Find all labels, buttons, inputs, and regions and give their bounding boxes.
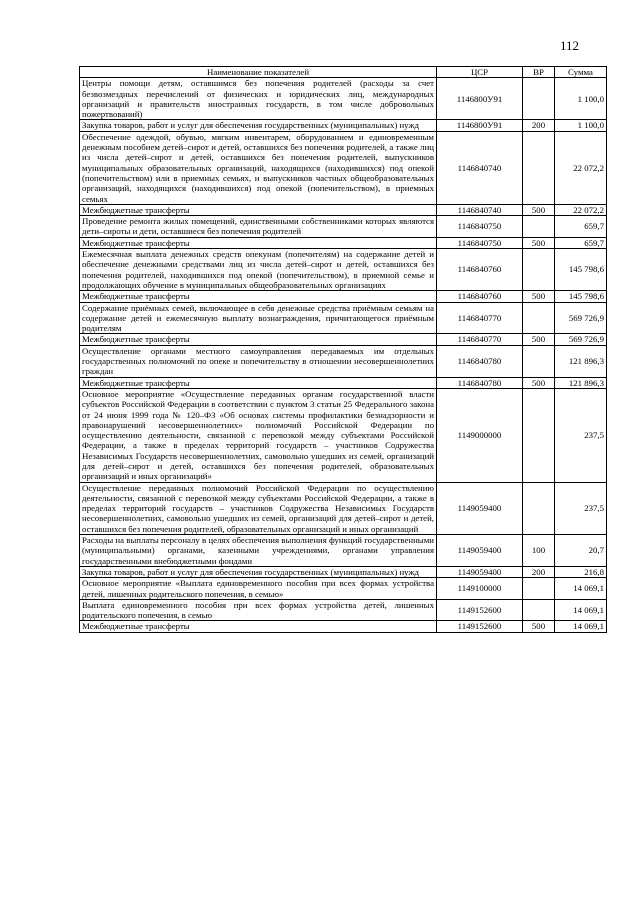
row-sum: 145 798,6 — [555, 249, 607, 291]
table-row — [80, 566, 607, 577]
table-row — [80, 78, 607, 120]
row-sum: 22 072,2 — [555, 131, 607, 204]
row-name: Осуществление переданных полномочий Российской Федерации по осуществлению деятельности, связанной с перевозкой между субъектами Российской Федерации, а также в пределах территорий государств – участников Содружества Независимых Государств несовершеннолетних, самовольно ушедших из семей, организаций для детей–сирот и детей, оставшихся без попечения родителей, образовательных организаций и иных организаций — [80, 482, 437, 534]
header-vr: ВР — [523, 67, 555, 78]
row-csr: 1149059400 — [437, 535, 523, 567]
row-sum: 569 726,9 — [555, 334, 607, 345]
table-header-row — [80, 67, 607, 78]
row-sum: 237,5 — [555, 482, 607, 534]
table-row — [80, 291, 607, 302]
row-csr: 1149000000 — [437, 388, 523, 482]
row-vr: 200 — [523, 566, 555, 577]
row-vr — [523, 302, 555, 334]
row-vr — [523, 599, 555, 621]
table-row — [80, 578, 607, 600]
table-row — [80, 237, 607, 248]
row-vr: 500 — [523, 621, 555, 632]
row-vr — [523, 388, 555, 482]
table-row — [80, 216, 607, 238]
row-sum: 659,7 — [555, 216, 607, 238]
row-sum: 569 726,9 — [555, 302, 607, 334]
row-csr: 1146840740 — [437, 131, 523, 204]
table-row — [80, 535, 607, 567]
row-name: Межбюджетные трансферты — [80, 291, 437, 302]
row-csr: 1149152600 — [437, 599, 523, 621]
row-name: Центры помощи детям, оставшимся без попечения родителей (расходы за счет безвозмездных перечислений от физических и юридических лиц, международных организаций и правительств иностранных государств, в том числе добровольных пожертвований) — [80, 78, 437, 120]
row-sum: 22 072,2 — [555, 204, 607, 215]
row-csr: 1149059400 — [437, 566, 523, 577]
row-sum: 14 069,1 — [555, 621, 607, 632]
header-name: Наименование показателей — [80, 67, 437, 78]
row-sum: 1 100,0 — [555, 78, 607, 120]
row-vr — [523, 482, 555, 534]
row-name: Содержание приёмных семей, включающее в себя денежные средства приёмным семьям на содержание детей и ежемесячную выплату вознаграждения, причитающегося приёмным родителям — [80, 302, 437, 334]
row-name: Закупка товаров, работ и услуг для обеспечения государственных (муниципальных) нужд — [80, 566, 437, 577]
row-name: Расходы на выплаты персоналу в целях обеспечения выполнения функций государственными (муниципальными) органами, казенными учреждениями, органами управления государственными внебюджетными фондами — [80, 535, 437, 567]
row-csr: 1146800У91 — [437, 120, 523, 131]
row-sum: 659,7 — [555, 237, 607, 248]
table-row — [80, 388, 607, 482]
row-sum: 121 896,3 — [555, 377, 607, 388]
row-vr — [523, 345, 555, 377]
row-name: Межбюджетные трансферты — [80, 237, 437, 248]
row-name: Закупка товаров, работ и услуг для обеспечения государственных (муниципальных) нужд — [80, 120, 437, 131]
row-vr — [523, 249, 555, 291]
row-sum: 145 798,6 — [555, 291, 607, 302]
table-row — [80, 345, 607, 377]
row-sum: 20,7 — [555, 535, 607, 567]
budget-table — [79, 66, 607, 633]
table-row — [80, 120, 607, 131]
row-csr: 1149100000 — [437, 578, 523, 600]
row-vr — [523, 578, 555, 600]
row-csr: 1146800У91 — [437, 78, 523, 120]
row-sum: 1 100,0 — [555, 120, 607, 131]
row-vr: 500 — [523, 291, 555, 302]
row-csr: 1146840740 — [437, 204, 523, 215]
header-csr: ЦСР — [437, 67, 523, 78]
row-name: Осуществление органами местного самоуправления передаваемых им отдельных государственных полномочий по опеке и попечительству в отношении несовершеннолетних граждан — [80, 345, 437, 377]
table-row — [80, 482, 607, 534]
row-csr: 1149152600 — [437, 621, 523, 632]
row-name: Выплата единовременного пособия при всех формах устройства детей, лишенных родительского попечения, в семью — [80, 599, 437, 621]
row-csr: 1146840760 — [437, 291, 523, 302]
row-name: Основное мероприятие «Осуществление переданных органам государственной власти субъектов Российской Федерации в соответствии с пунктом 3 статьи 25 Федерального закона от 24 июня 1999 года № 120–ФЗ «Об основах системы профилактики безнадзорности и правонарушений несовершеннолетних» полномочий Российской Федерации по осуществлению деятельности, связанной с перевозкой между субъектами Российской Федерации, а также в пределах территорий государств – участников Содружества Независимых Государств несовершеннолетних, самовольно ушедших из семей, организаций для детей–сирот и детей, оставшихся без попечения родителей, образовательных организаций и иных организаций» — [80, 388, 437, 482]
row-name: Проведение ремонта жилых помещений, единственными собственниками которых являются дети–сироты и дети, оставшиеся без попечения родителей — [80, 216, 437, 238]
table-row — [80, 334, 607, 345]
row-vr — [523, 131, 555, 204]
row-name: Обеспечение одеждой, обувью, мягким инвентарем, оборудованием и единовременным денежным пособием детей–сирот и детей, оставшихся без попечения родителей, а также лиц из числа детей–сирот и детей, оставшихся без попечения родителей, выпускников муниципальных образовательных организаций, находящихся (находившихся) под опекой (попечительством) или в приемных семьях, и выпускников частных общеобразовательных организаций, находящихся (находившихся) под опекой (попечительством), в приемных семьях — [80, 131, 437, 204]
row-csr: 1146840780 — [437, 377, 523, 388]
row-name: Межбюджетные трансферты — [80, 377, 437, 388]
row-sum: 14 069,1 — [555, 599, 607, 621]
row-vr: 500 — [523, 377, 555, 388]
row-csr: 1149059400 — [437, 482, 523, 534]
row-sum: 237,5 — [555, 388, 607, 482]
row-name: Ежемесячная выплата денежных средств опекунам (попечителям) на содержание детей и обеспечение денежными средствами лиц из числа детей–сирот и детей, оставшихся без попечения родителей, находившихся под опекой (попечительством), в приемной семье и продолжающих обучение в муниципальных общеобразовательных организациях — [80, 249, 437, 291]
table-row — [80, 249, 607, 291]
table-row — [80, 131, 607, 204]
row-vr: 200 — [523, 120, 555, 131]
row-name: Межбюджетные трансферты — [80, 204, 437, 215]
row-name: Межбюджетные трансферты — [80, 334, 437, 345]
table-row — [80, 204, 607, 215]
row-vr: 100 — [523, 535, 555, 567]
row-vr: 500 — [523, 204, 555, 215]
row-vr — [523, 216, 555, 238]
table-row — [80, 377, 607, 388]
row-sum: 216,8 — [555, 566, 607, 577]
row-csr: 1146840750 — [437, 237, 523, 248]
table-row — [80, 302, 607, 334]
row-csr: 1146840770 — [437, 334, 523, 345]
row-csr: 1146840760 — [437, 249, 523, 291]
row-vr: 500 — [523, 237, 555, 248]
header-sum: Сумма — [555, 67, 607, 78]
row-vr — [523, 78, 555, 120]
row-csr: 1146840750 — [437, 216, 523, 238]
row-sum: 14 069,1 — [555, 578, 607, 600]
table-row — [80, 621, 607, 632]
row-csr: 1146840780 — [437, 345, 523, 377]
row-vr: 500 — [523, 334, 555, 345]
row-sum: 121 896,3 — [555, 345, 607, 377]
row-name: Основное мероприятие «Выплата единовременного пособия при всех формах устройства детей, лишенных родительского попечения, в семью» — [80, 578, 437, 600]
table-row — [80, 599, 607, 621]
row-name: Межбюджетные трансферты — [80, 621, 437, 632]
page-number: 112 — [560, 38, 580, 53]
row-csr: 1146840770 — [437, 302, 523, 334]
